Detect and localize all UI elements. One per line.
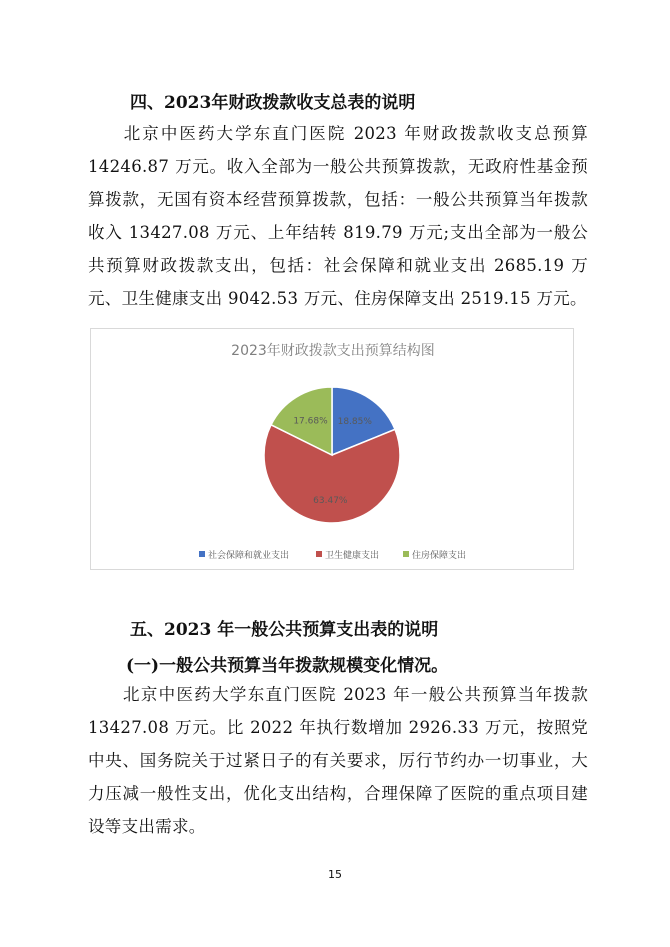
section-5-paragraph bbox=[88, 678, 588, 843]
legend-marker bbox=[316, 551, 322, 557]
legend-label: 卫生健康支出 bbox=[325, 551, 380, 561]
chart-title: 2023年财政拨款支出预算结构图 bbox=[231, 343, 435, 359]
section-4-paragraph bbox=[88, 117, 588, 315]
page-number: 15 bbox=[328, 868, 342, 881]
section-5-subheading: (一)一般公共预算当年拨款规模变化情况。 bbox=[126, 656, 449, 676]
section-4-text: 北京中医药大学东直门医院 2023 年财政拨款收支总预算 14246.87 万元。收入全部为一般公共预算拨款，无政府性基金预算拨款，无国有资本经营预算拨款，包括：一般公共预算当年拨款收入 13427.08 万元、上年结转 819.79 万元;支出全部为一般公共预算财政拨款支出，包括：社会保障和就业支出 2685.19 万元、卫生健康支出 9042.53 万元、住房保障支出 2519.15 万元。 bbox=[88, 124, 588, 308]
section-4-heading: 四、2023年财政拨款收支总表的说明 bbox=[130, 93, 416, 113]
section-5-heading: 五、2023 年一般公共预算支出表的说明 bbox=[130, 620, 439, 640]
legend-label: 住房保障支出 bbox=[412, 551, 467, 561]
legend-marker bbox=[403, 551, 409, 557]
pie-slice-label: 17.68% bbox=[293, 416, 328, 427]
pie-chart-svg bbox=[91, 329, 575, 571]
pie-slice-label: 18.85% bbox=[337, 417, 372, 428]
pie-slice-label: 63.47% bbox=[313, 495, 348, 506]
legend-label: 社会保障和就业支出 bbox=[208, 551, 290, 561]
legend-marker bbox=[199, 551, 205, 557]
pie-chart bbox=[90, 328, 574, 570]
section-5-text: 北京中医药大学东直门医院 2023 年一般公共预算当年拨款 13427.08 万元。比 2022 年执行数增加 2926.33 万元，按照党中央、国务院关于过紧日子的有关要求，厉行节约办一切事业，大力压减一般性支出，优化支出结构，合理保障了医院的重点项目建设等支出需求。 bbox=[88, 685, 588, 836]
